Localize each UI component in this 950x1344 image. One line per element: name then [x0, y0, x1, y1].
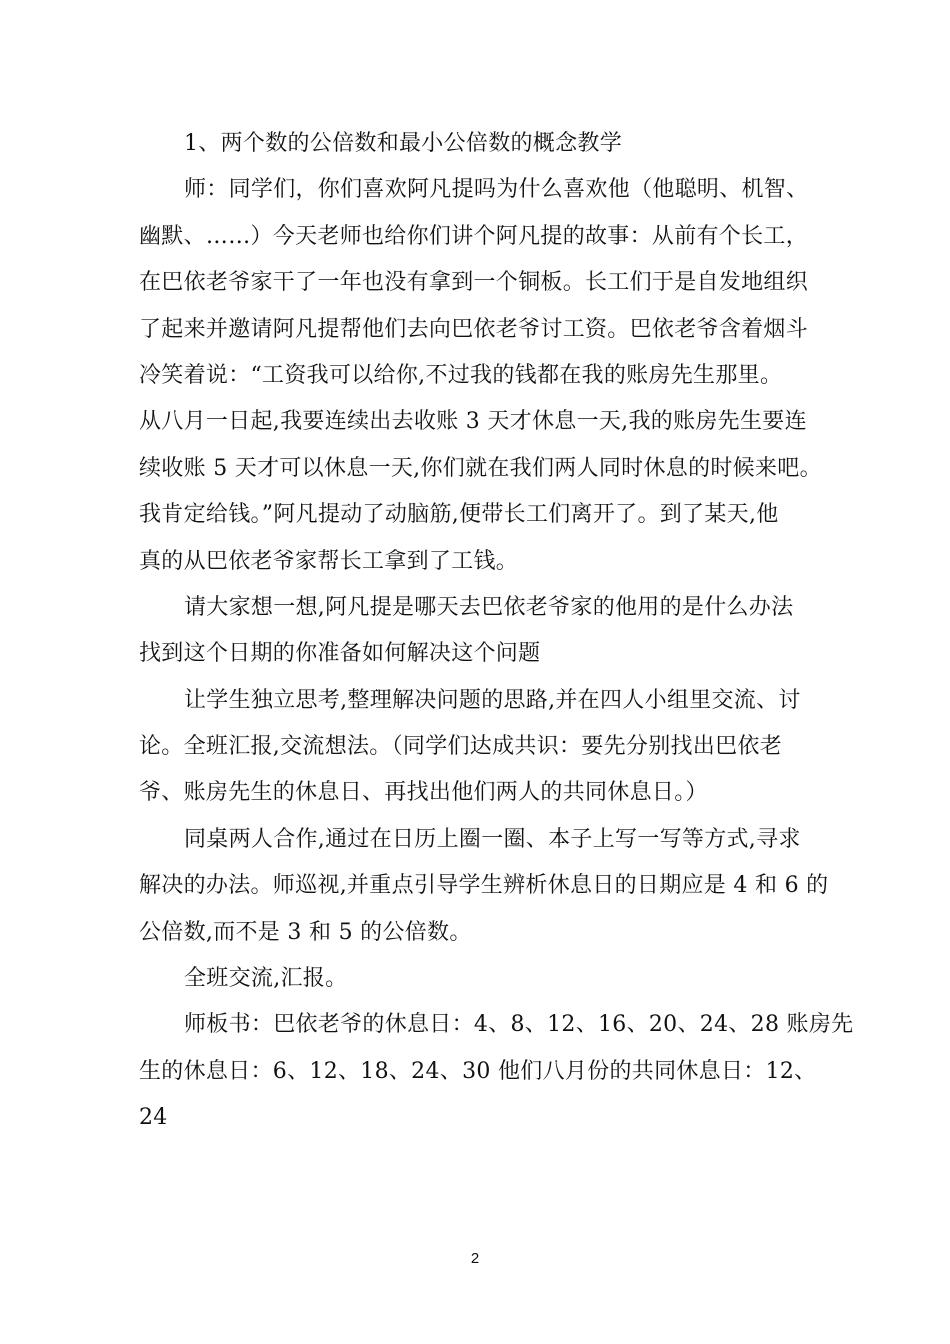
paragraph-line: 同桌两人合作,通过在日历上圈一圈、本子上写一写等方式,寻求 [184, 826, 801, 852]
paragraph-line: 了起来并邀请阿凡提帮他们去向巴依老爷讨工资。巴依老爷含着烟斗 [139, 316, 809, 342]
paragraph-line: 生的休息日：6、12、18、24、30 他们八月份的共同休息日：12、 [139, 1058, 817, 1084]
paragraph-line: 爷、账房先生的休息日、再找出他们两人的共同休息日。） [139, 780, 708, 806]
paragraph-line: 全班交流,汇报。 [184, 966, 348, 992]
paragraph-line: 24 [139, 1105, 168, 1131]
paragraph-line: 师：同学们，你们喜欢阿凡提吗为什么喜欢他（他聪明、机智、 [184, 177, 809, 203]
paragraph-line: 续收账 5 天才可以休息一天,你们就在我们两人同时休息的时候来吧。 [139, 455, 822, 481]
paragraph-line: 我肯定给钱。”阿凡提动了动脑筋,便带长工们离开了。到了某天,他 [139, 502, 779, 528]
paragraph-line: 请大家想一想,阿凡提是哪天去巴依老爷家的他用的是什么办法 [184, 594, 794, 620]
paragraph-line: 冷笑着说：“工资我可以给你,不过我的钱都在我的账房先生那里。 [139, 362, 783, 388]
paragraph-line: 真的从巴依老爷家帮长工拿到了工钱。 [139, 548, 519, 574]
section-heading: 1、两个数的公倍数和最小公倍数的概念教学 [184, 131, 622, 156]
document-body [139, 121, 854, 1142]
paragraph-line: 解决的办法。师巡视,并重点引导学生辨析休息日的日期应是 4 和 6 的 [139, 873, 829, 899]
paragraph-line: 师板书：巴依老爷的休息日：4、8、12、16、20、24、28 账房先 [184, 1012, 854, 1038]
paragraph-line: 让学生独立思考,整理解决问题的思路,并在四人小组里交流、讨 [184, 687, 801, 713]
paragraph-line: 论。全班汇报,交流想法。（同学们达成共识：要先分别找出巴依老 [139, 734, 782, 760]
paragraph-line: 从八月一日起,我要连续出去收账 3 天才休息一天,我的账房先生要连 [139, 409, 807, 435]
paragraph-line: 找到这个日期的你准备如何解决这个问题 [139, 641, 541, 667]
paragraph-line: 在巴依老爷家干了一年也没有拿到一个铜板。长工们于是自发地组织 [139, 270, 809, 296]
page-number: 2 [470, 1250, 480, 1267]
paragraph-line: 公倍数,而不是 3 和 5 的公倍数。 [139, 919, 472, 945]
paragraph-line: 幽默、……）今天老师也给你们讲个阿凡提的故事：从前有个长工， [139, 223, 809, 249]
